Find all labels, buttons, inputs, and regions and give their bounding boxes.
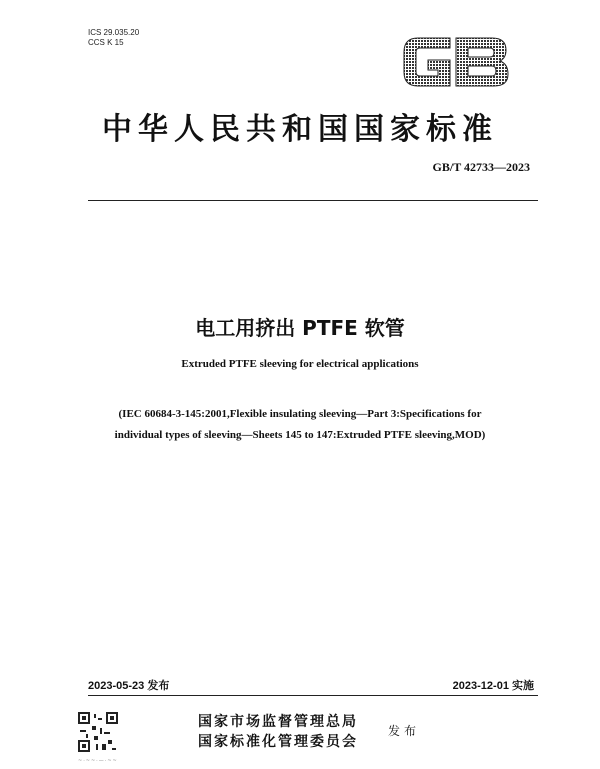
qr-code-icon <box>78 712 118 752</box>
gb-logo <box>400 34 510 90</box>
classification-codes <box>88 28 139 48</box>
iec-reference-line-2: individual types of sleeving—Sheets 145 to 147:Extruded PTFE sleeving,MOD) <box>114 429 486 441</box>
effective-date: 2023-12-01 实施 <box>452 680 534 692</box>
bottom-divider <box>88 695 538 696</box>
document-title-cn: 电工用挤出 PTFE 软管 <box>195 316 405 340</box>
document-title-en: Extruded PTFE sleeving for electrical applications <box>181 358 419 370</box>
iec-reference-line-1: (IEC 60684-3-145:2001,Flexible insulating sleeving—Part 3:Specifications for <box>118 408 482 420</box>
issuer-sac: 国家标准化管理委员会 <box>198 734 358 750</box>
issuing-authorities <box>198 712 358 752</box>
issuer-samr: 国家市场监督管理总局 <box>198 714 358 730</box>
top-divider <box>88 200 538 201</box>
national-standard-title: 中华人民共和国国家标准 <box>102 112 498 147</box>
ccs-code: CCS K 15 <box>88 38 124 47</box>
issue-label: 发布 <box>388 724 421 738</box>
ics-code: ICS 29.035.20 <box>88 28 140 37</box>
handwritten-mark: ~·~~·—·~~ <box>78 758 118 764</box>
publish-date: 2023-05-23 发布 <box>88 680 170 692</box>
standard-number: GB/T 42733—2023 <box>432 160 530 174</box>
